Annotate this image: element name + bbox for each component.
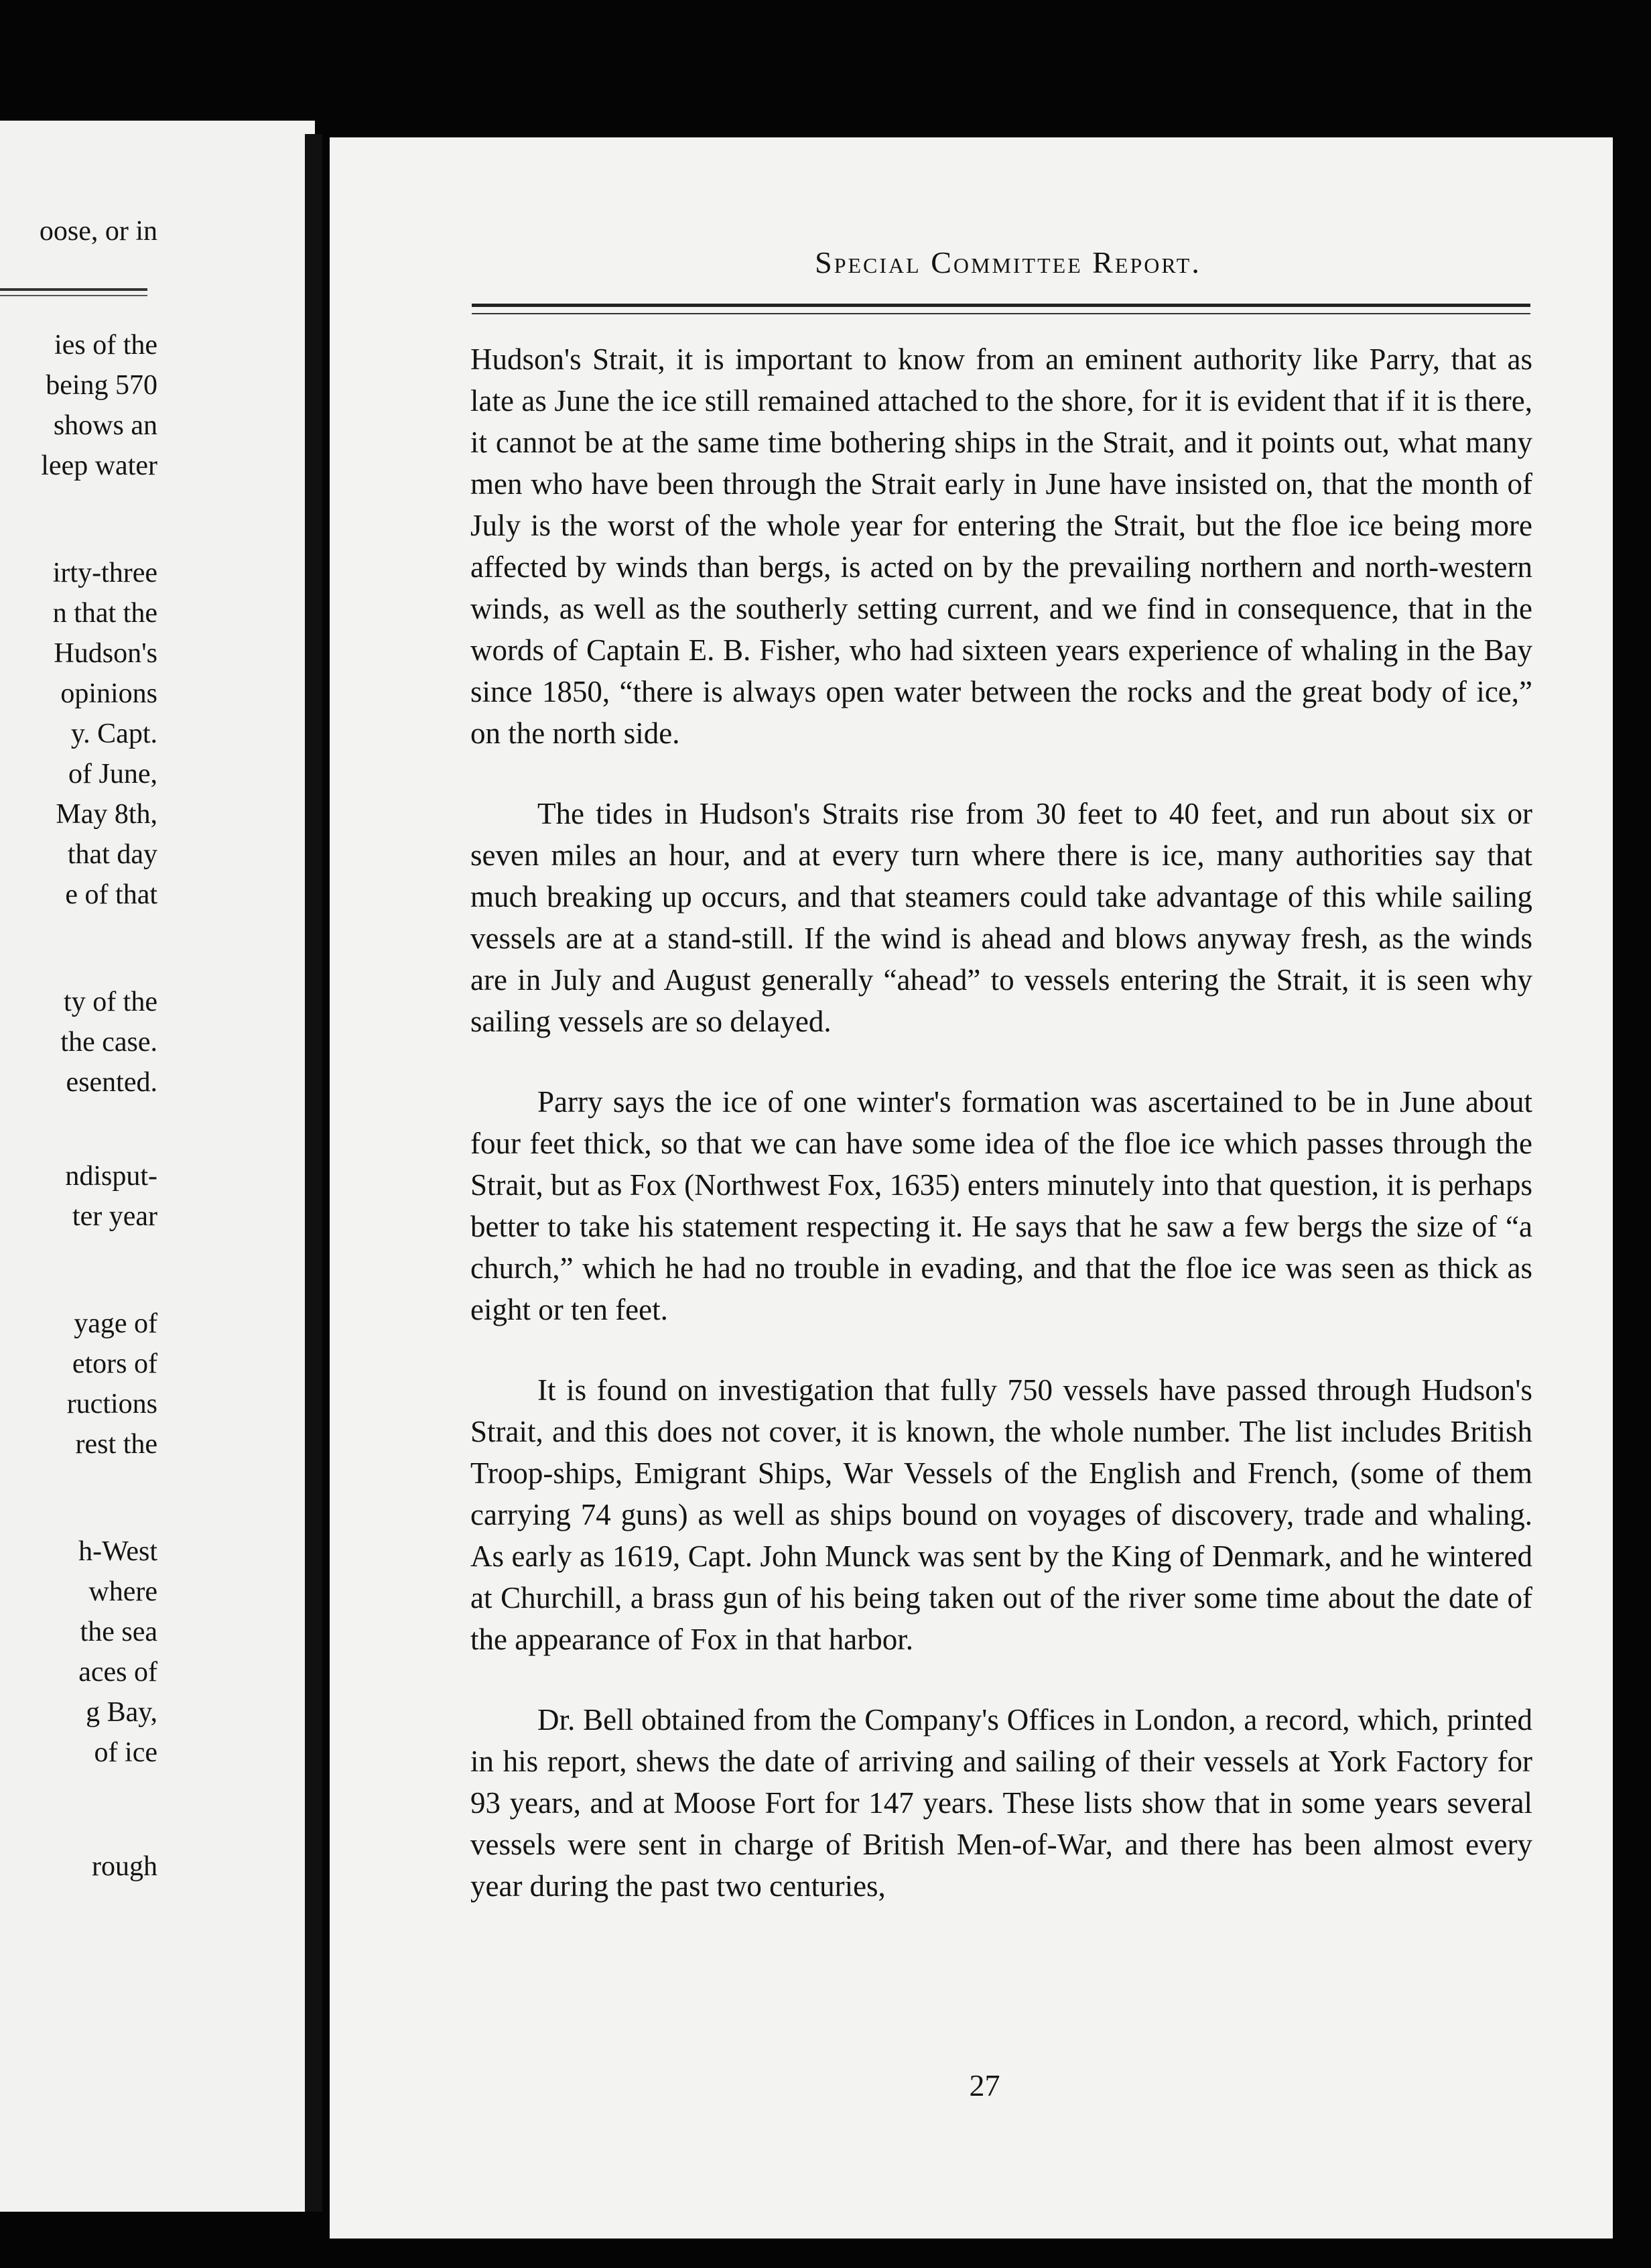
- header-rule-thin: [472, 313, 1530, 314]
- left-page-line: opinions: [60, 678, 157, 709]
- left-page-line: h-West: [78, 1536, 157, 1567]
- left-page-line: where: [88, 1576, 157, 1607]
- left-page-line: n that the: [52, 598, 157, 629]
- paragraph-4: It is found on investigation that fully 750 vessels have passed through Hudson's Strait, and this does not cover, it is known, the whole number. The list includes British Troop-ships, Emigrant Ships, War Vessels of the English and French, (some of them carrying 74 guns) as well as ships bound on voyages of discovery, trade and whaling. As early as 1619, Capt. John Munck was sent by the King of Denmark, and he wintered at Churchill, a brass gun of his being taken out of the river some time about the date of the appearance of Fox in that harbor.: [470, 1373, 1532, 1656]
- left-page-line: g Bay,: [86, 1697, 157, 1728]
- left-page-line: that day: [67, 839, 157, 870]
- paragraph-2: The tides in Hudson's Straits rise from 30 feet to 40 feet, and run about six or seven miles an hour, and at every turn where there is ice, many authorities say that much breaking up occurs, and that steamers could take advantage of this while sailing vessels are at a stand-still. If the wind is ahead and blows anyway fresh, as the winds are in July and August generally “ahead” to vessels entering the Strait, it is seen why sailing vessels are so delayed.: [470, 797, 1532, 1038]
- left-page-line: of June,: [68, 759, 157, 790]
- left-page-line: May 8th,: [56, 799, 157, 830]
- left-page-line: being 570: [46, 370, 157, 401]
- running-head: Special Committee Report.: [815, 245, 1201, 279]
- left-page-line: yage of: [74, 1308, 157, 1339]
- left-page-line: y. Capt.: [70, 718, 157, 749]
- left-page-rule-thin: [0, 295, 147, 296]
- paragraph-5: Dr. Bell obtained from the Company's Offices in London, a record, which, printed in his report, shews the date of arriving and sailing of their vessels at York Factory for 93 years, and at Moose Fort for 147 years. These lists show that in some years several vessels were sent in charge of British Men-of-War, and there has been almost every year during the past two centuries,: [470, 1703, 1532, 1903]
- page-27: [330, 137, 1613, 2239]
- left-page-line: etors of: [72, 1348, 157, 1379]
- page-number: 27: [969, 2068, 1000, 2102]
- left-page-line: Hudson's: [54, 638, 157, 669]
- left-page-line: rest the: [75, 1429, 157, 1460]
- left-page-line: irty-three: [52, 558, 157, 588]
- previous-page-fragment: [0, 121, 315, 2212]
- left-page-line: shows an: [53, 410, 157, 441]
- book-spine: [305, 134, 322, 2212]
- left-page-line: rough: [92, 1851, 157, 1882]
- left-page-line: esented.: [66, 1067, 157, 1098]
- left-page-line: oose, or in: [39, 216, 157, 247]
- paragraph-3: Parry says the ice of one winter's formation was ascertained to be in June about four feet thick, so that we can have some idea of the floe ice which passes through the Strait, but as Fox (Northwest Fox, 1635) enters minutely into that question, it is perhaps better to take his statement respecting it. He says that he saw a few bergs the size of “a church,” which he had no trouble in evading, and that the floe ice was seen as thick as eight or ten feet.: [470, 1085, 1532, 1326]
- left-page-line: aces of: [78, 1657, 157, 1688]
- header-rule: [472, 304, 1530, 307]
- body-text: [470, 338, 1532, 1946]
- left-page-line: ty of the: [64, 987, 157, 1017]
- paragraph-1: Hudson's Strait, it is important to know from an eminent authority like Parry, that as late as June the ice still remained attached to the shore, for it is evident that if it is there, it cannot be at the same time bothering ships in the Strait, and it points out, what many men who have been through the Strait early in June have insisted on, that the month of July is the worst of the whole year for entering the Strait, but the floe ice being more affected by winds than bergs, is acted on by the prevailing northern and north-western winds, as well as the southerly setting current, and we find in consequence, that in the words of Captain E. B. Fisher, who had sixteen years experience of whaling in the Bay since 1850, “there is always open water between the rocks and the great body of ice,” on the north side.: [470, 342, 1532, 750]
- left-page-line: leep water: [41, 450, 157, 481]
- left-page-line: of ice: [94, 1737, 157, 1768]
- left-page-line: e of that: [65, 879, 157, 910]
- left-page-line: ructions: [66, 1389, 157, 1420]
- left-page-rule: [0, 288, 147, 291]
- left-page-line: the case.: [60, 1027, 157, 1058]
- left-page-line: ter year: [72, 1201, 157, 1232]
- left-page-line: ndisput-: [65, 1161, 157, 1192]
- left-page-line: the sea: [80, 1617, 157, 1647]
- left-page-line: ies of the: [54, 330, 157, 361]
